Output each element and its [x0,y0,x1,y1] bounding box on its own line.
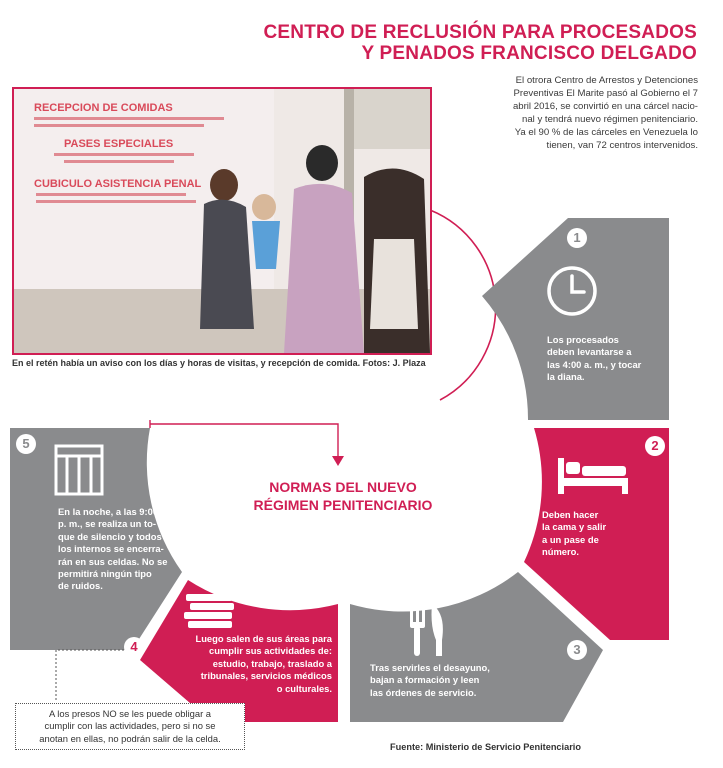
sign-line-1: RECEPCION DE COMIDAS [34,102,173,114]
note-line: anotan en ellas, no podrán salir de la celda. [39,732,221,744]
step-line: Deben hacer [542,509,599,520]
intro-line: tienen, van 72 centros intervenidos. [546,140,698,151]
connector-arc [430,210,496,400]
step-line: que de silencio y todos [58,530,162,542]
step-line: En la noche, a las 9:00 [58,506,159,517]
step-line: la diana. [547,371,585,383]
step-line: cumplir sus actividades de: [209,645,332,657]
step-2-number: 2 [645,436,665,456]
note-connector [56,650,128,700]
step-line: bajan a formación y leen [370,674,480,686]
intro-line: nal y tendrá nuevo régimen penitenciario. [522,114,698,125]
step-line: permitirá ningún tipo [58,568,152,580]
step-line: los internos se encerra- [58,543,164,555]
source-credit: Fuente: Ministerio de Servicio Penitenciario [390,742,581,752]
note-line: A los presos NO se les puede obligar a [48,708,212,719]
sign-line-3: CUBICULO ASISTENCIA PENAL [34,178,202,190]
step-1-text [547,334,665,384]
step-line: las 4:00 a. m., y tocar [547,358,642,370]
intro-line: Preventivas El Marite pasó al Gobierno el 7 [513,88,698,99]
step-line: deben levantarse a [547,346,632,358]
step-line: número. [542,546,579,558]
title-line-1: CENTRO DE RECLUSIÓN PARA PROCESADOS [263,22,697,43]
step-3-text [370,662,550,699]
arrow-line [150,420,338,460]
sign-line-2: PASES ESPECIALES [64,138,174,150]
step-line: de ruidos. [58,580,103,592]
step-line: Luego salen de sus áreas para [195,633,332,644]
heading-line-1: NORMAS DEL NUEVO [269,479,417,495]
step-3-number: 3 [567,640,587,660]
photo-caption: En el retén había un aviso con los días y horas de visitas, y recepción de comida. Fotos: J. Plaza [12,358,426,368]
step-line: a un pase de [542,533,599,545]
step-1-number: 1 [567,228,587,248]
step-line: Los procesados [547,334,619,345]
step-2-text [542,509,652,559]
photo-scene [14,89,430,353]
step-line: las órdenes de servicio. [370,686,477,698]
note-box [15,703,245,750]
photo [12,87,432,355]
intro-line: El otrora Centro de Arrestos y Detenciones [515,75,698,86]
step-line: tribunales, servicios médicos [200,670,332,682]
heading-line-2: RÉGIMEN PENITENCIARIO [253,497,433,513]
intro-line: Ya el 90 % de las cárceles en Venezuela lo [514,127,698,138]
section-heading [238,478,448,514]
step-line: Tras servirles el desayuno, [370,662,490,673]
segment-1 [482,218,669,420]
intro-line: abril 2016, se convirtió en una cárcel nacio- [512,101,698,112]
step-line: p. m., se realiza un to- [58,518,156,530]
note-line: cumplir con las actividades, pero si no se [44,720,216,732]
title-line-2: Y PENADOS FRANCISCO DELGADO [361,43,697,64]
step-line: rán en sus celdas. No se [58,555,168,567]
arrow-head-icon [332,456,344,466]
step-4-text [168,633,332,695]
step-5-text [58,506,170,593]
step-line: estudio, trabajo, traslado a [212,657,332,669]
step-line: o culturales. [276,682,332,694]
step-5-number: 5 [16,434,36,454]
step-line: la cama y salir [542,521,607,533]
step-4-number: 4 [124,637,144,657]
